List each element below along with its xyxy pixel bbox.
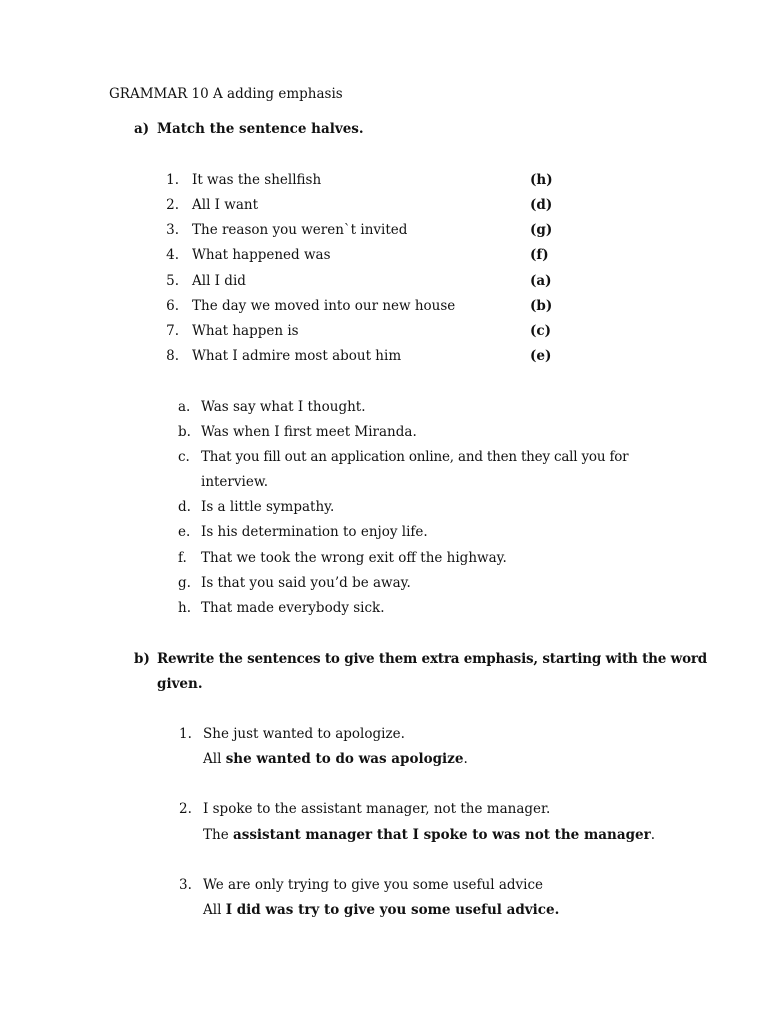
list-item-text: That you fill out an application online, and then they call you for [201, 449, 629, 465]
list-item-number: 2. [166, 197, 179, 213]
list-item-letter: a. [178, 399, 191, 415]
answer-start-word: All [203, 751, 226, 767]
list-item-number: 3. [166, 222, 179, 238]
page-title: GRAMMAR 10 A adding emphasis [109, 86, 343, 102]
exercise-answer-line [203, 829, 655, 843]
answer-end: . [650, 827, 656, 843]
exercise-answer-line [203, 753, 468, 767]
answer-letter: (c) [530, 323, 551, 339]
list-item-letter: h. [178, 600, 191, 616]
exercise-number: 3. [179, 877, 192, 893]
exercise-sentence: We are only trying to give you some useful advice [203, 877, 544, 893]
list-item-text: Is his determination to enjoy life. [201, 524, 428, 540]
answer-letter: (h) [530, 172, 553, 188]
list-item-number: 5. [166, 273, 179, 289]
list-item-text: Is a little sympathy. [201, 499, 335, 515]
list-item-letter: f. [178, 550, 187, 566]
list-item-text: That we took the wrong exit off the highway. [201, 550, 507, 566]
answer-letter: (f) [530, 247, 549, 263]
answer-text: assistant manager that I spoke to was not the manager [232, 827, 651, 843]
exercise-number: 2. [179, 801, 192, 817]
answer-letter: (e) [530, 348, 552, 364]
exercise-sentence: I spoke to the assistant manager, not the manager. [203, 801, 551, 817]
section-a-heading: Match the sentence halves. [157, 121, 364, 137]
answer-letter: (a) [530, 273, 552, 289]
section-b-marker: b) [134, 651, 150, 667]
list-item-text-continuation: interview. [201, 474, 269, 490]
list-item-number: 4. [166, 247, 179, 263]
answer-text: she wanted to do was apologize [225, 751, 464, 767]
list-item-number: 1. [166, 172, 179, 188]
answer-letter: (b) [530, 298, 553, 314]
list-item-number: 8. [166, 348, 179, 364]
section-b-heading-continuation: given. [157, 676, 203, 692]
list-item-text: Was when I first meet Miranda. [201, 424, 417, 440]
answer-end: . [463, 751, 468, 767]
list-item-letter: d. [178, 499, 191, 515]
list-item-text: All I want [192, 197, 259, 213]
list-item-letter: b. [178, 424, 191, 440]
list-item-text: The day we moved into our new house [192, 298, 456, 314]
list-item-number: 6. [166, 298, 179, 314]
list-item-text: That made everybody sick. [201, 600, 385, 616]
exercise-answer-line [203, 904, 559, 918]
list-item-text: What happen is [192, 323, 299, 339]
answer-start-word: All [203, 902, 226, 918]
exercise-number: 1. [179, 726, 192, 742]
section-b-heading: Rewrite the sentences to give them extra emphasis, starting with the word [157, 651, 708, 667]
answer-start-word: The [203, 827, 233, 843]
section-a-marker: a) [134, 121, 150, 137]
list-item-text: All I did [192, 273, 246, 289]
answer-letter: (g) [530, 222, 553, 238]
exercise-sentence: She just wanted to apologize. [203, 726, 405, 742]
list-item-letter: e. [178, 524, 191, 540]
list-item-text: What I admire most about him [192, 348, 402, 364]
answer-letter: (d) [530, 197, 553, 213]
list-item-letter: c. [178, 449, 190, 465]
answer-text: I did was try to give you some useful advice. [225, 902, 560, 918]
list-item-text: Is that you said you’d be away. [201, 575, 411, 591]
list-item-letter: g. [178, 575, 191, 591]
list-item-text: Was say what I thought. [201, 399, 366, 415]
list-item-text: It was the shellfish [192, 172, 322, 188]
list-item-text: The reason you weren`t invited [192, 222, 408, 238]
list-item-number: 7. [166, 323, 179, 339]
list-item-text: What happened was [192, 247, 331, 263]
